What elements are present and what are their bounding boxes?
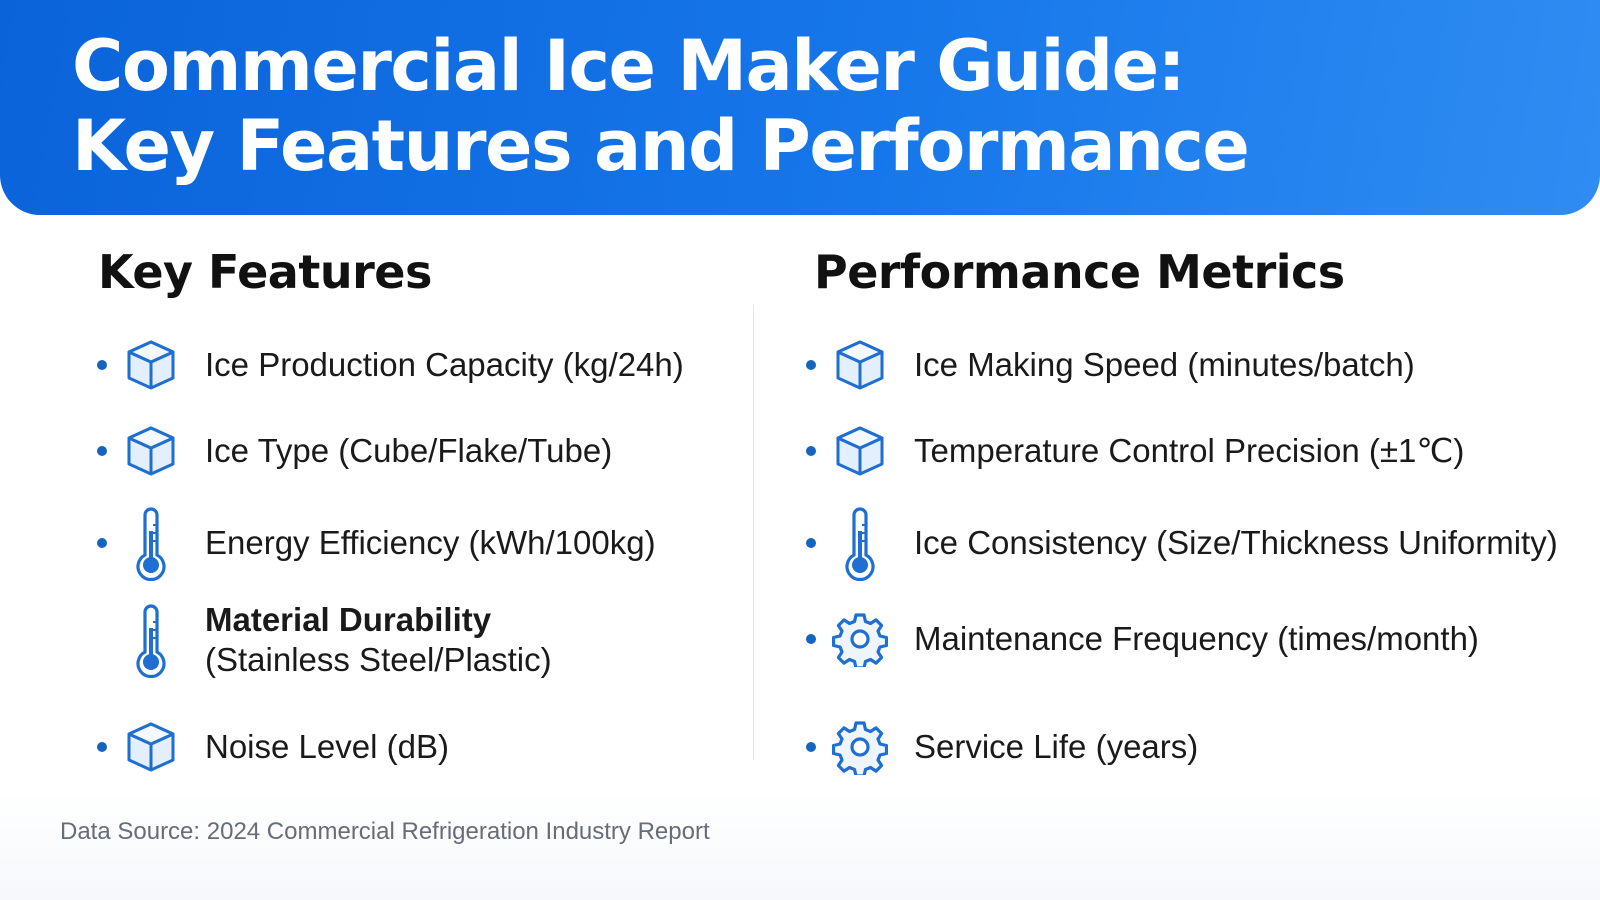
bullet-dot	[806, 634, 816, 644]
title-line-2: Key Features and Performance	[72, 105, 1249, 187]
bullet-dot	[97, 360, 107, 370]
bullet-dot	[97, 446, 107, 456]
item-label: Temperature Control Precision (±1℃)	[914, 432, 1465, 469]
item-label: Ice Consistency (Size/Thickness Uniformity)	[914, 524, 1558, 561]
item-label-bold: Material Durability	[205, 601, 492, 638]
thermometer-icon	[123, 602, 179, 678]
ice-cube-icon	[832, 327, 888, 403]
footer	[0, 790, 1600, 900]
performance-metrics-heading: Performance Metrics	[814, 245, 1345, 299]
item-label: Noise Level (dB)	[205, 728, 449, 765]
bullet-dot	[806, 742, 816, 752]
gear-icon	[832, 601, 888, 677]
title-line-1: Commercial Ice Maker Guide:	[72, 25, 1185, 107]
item-label	[205, 600, 552, 680]
ice-cube-icon	[123, 413, 179, 489]
gear-icon	[832, 709, 888, 785]
item-label: Service Life (years)	[914, 728, 1199, 765]
item-label: Ice Making Speed (minutes/batch)	[914, 346, 1415, 383]
thermometer-icon	[123, 505, 179, 581]
ice-cube-icon	[832, 413, 888, 489]
item-label: Ice Type (Cube/Flake/Tube)	[205, 432, 613, 469]
item-label: Energy Efficiency (kWh/100kg)	[205, 524, 656, 561]
page-title	[72, 26, 1248, 186]
ice-cube-icon	[123, 709, 179, 785]
ice-cube-icon	[123, 327, 179, 403]
item-label: Maintenance Frequency (times/month)	[914, 620, 1479, 657]
title-banner	[0, 0, 1600, 215]
bullet-dot	[806, 538, 816, 548]
item-label-detail: (Stainless Steel/Plastic)	[205, 641, 552, 678]
bullet-dot	[97, 538, 107, 548]
column-divider	[753, 305, 754, 760]
item-label: Ice Production Capacity (kg/24h)	[205, 346, 684, 383]
bullet-dot	[806, 446, 816, 456]
bullet-dot	[97, 742, 107, 752]
key-features-heading: Key Features	[98, 245, 432, 299]
data-source-note: Data Source: 2024 Commercial Refrigeration Industry Report	[60, 818, 710, 845]
bullet-dot	[806, 360, 816, 370]
thermometer-icon	[832, 505, 888, 581]
